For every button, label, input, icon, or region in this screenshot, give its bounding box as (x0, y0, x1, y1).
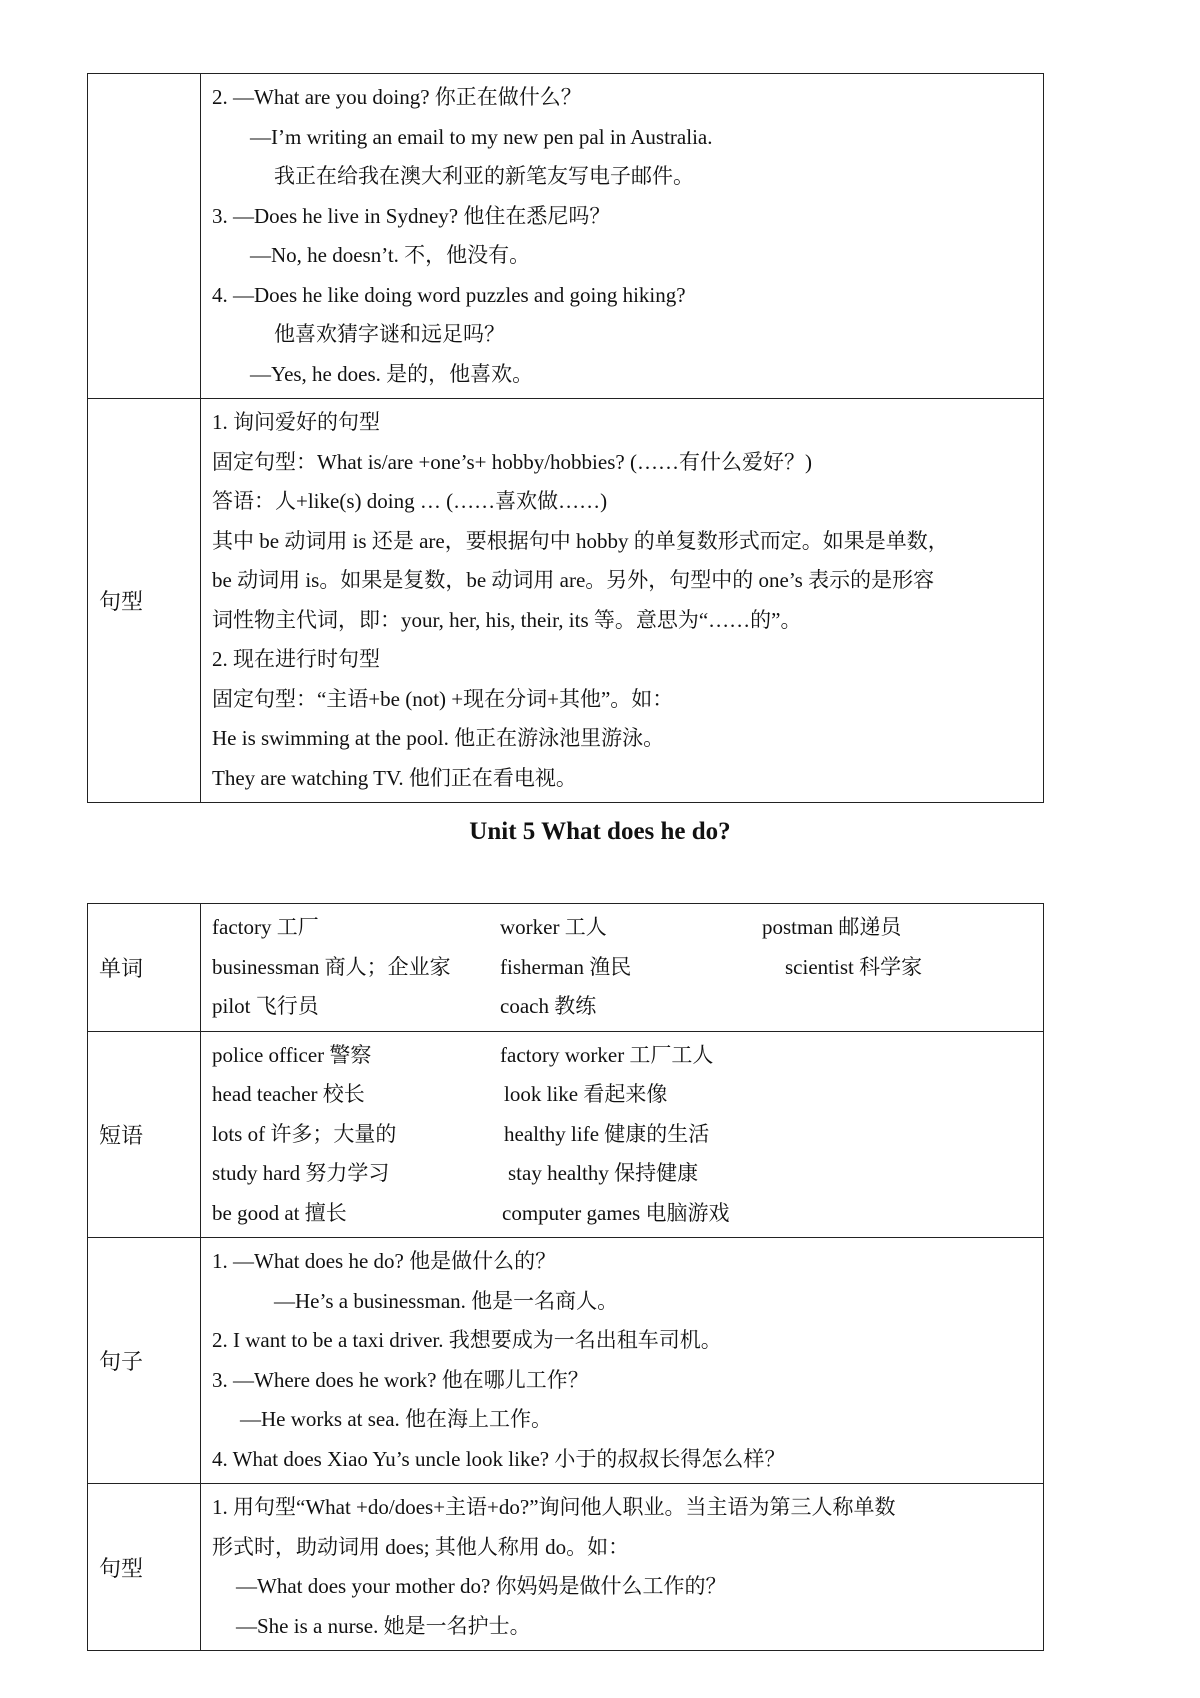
patterns-cell (201, 399, 1044, 803)
sentence-line: 2. I want to be a taxi driver. 我想要成为一名出租车司机。 (212, 1328, 722, 1352)
table-row-sentences (88, 74, 1044, 399)
words-cell (201, 904, 1044, 1032)
word-entry: pilot 飞行员 (212, 994, 319, 1018)
phrase-entry: study hard 努力学习 (212, 1161, 390, 1185)
phrase-row (212, 1036, 1033, 1076)
sentence-line: 4. —Does he like doing word puzzles and going hiking? (212, 282, 686, 307)
pattern-line: be 动词用 is。如果是复数，be 动词用 are。另外，句型中的 one’s 表示的是形容 (212, 568, 935, 592)
table-row-words (88, 904, 1044, 1032)
sentence-line: —He works at sea. 他在海上工作。 (240, 1407, 553, 1431)
unit-title: Unit 5 What does he do? (469, 818, 731, 845)
pattern-line: —She is a nurse. 她是一名护士。 (236, 1613, 531, 1638)
table-row-patterns (88, 1484, 1044, 1651)
row-label: 单词 (88, 904, 201, 1032)
word-row (212, 987, 1033, 1027)
word-entry: factory 工厂 (212, 915, 319, 939)
sentence-line: 1. —What does he do? 他是做什么的？ (212, 1249, 557, 1273)
sentence-line: 3. —Does he live in Sydney? 他住在悉尼吗？ (212, 203, 611, 228)
pattern-line: 固定句型：What is/are +one’s+ hobby/hobbies? (……有什么爱好？) (212, 449, 812, 474)
sentences-cell (201, 1238, 1044, 1484)
pattern-line: 1. 询问爱好的句型 (212, 410, 380, 434)
word-entry: fisherman 渔民 (500, 954, 632, 979)
table-row-phrases (88, 1031, 1044, 1238)
sentence-line: —Yes, he does. 是的，他喜欢。 (250, 361, 534, 386)
row-label: 句型 (88, 399, 201, 803)
phrase-entry: healthy life 健康的生活 (504, 1121, 710, 1146)
word-entry: worker 工人 (500, 915, 607, 939)
row-label-empty (88, 74, 201, 399)
phrase-entry: head teacher 校长 (212, 1082, 365, 1106)
table-row-patterns (88, 399, 1044, 803)
pattern-line: They are watching TV. 他们正在看电视。 (212, 765, 577, 790)
sentence-line: —He’s a businessman. 他是一名商人。 (274, 1288, 619, 1313)
phrase-entry: stay healthy 保持健康 (508, 1161, 699, 1185)
phrase-row (212, 1115, 1033, 1155)
sentence-line: —No, he doesn’t. 不，他没有。 (250, 243, 531, 267)
phrase-entry: computer games 电脑游戏 (502, 1200, 730, 1225)
word-entry: postman 邮递员 (762, 915, 902, 939)
pattern-line: —What does your mother do? 你妈妈是做什么工作的？ (236, 1574, 727, 1598)
sentences-cell (201, 74, 1044, 399)
phrase-entry: look like 看起来像 (504, 1082, 668, 1106)
phrase-row (212, 1154, 1033, 1194)
phrase-row (212, 1194, 1033, 1234)
table-row-sentences (88, 1238, 1044, 1484)
phrase-entry: police officer 警察 (212, 1042, 372, 1067)
sentence-line: 4. What does Xiao Yu’s uncle look like? 小于的叔叔长得怎么样？ (212, 1446, 786, 1471)
patterns-cell (201, 1484, 1044, 1651)
vocab-table-unit4-continued (87, 73, 1044, 803)
word-entry: scientist 科学家 (785, 954, 923, 979)
row-label: 句子 (88, 1238, 201, 1484)
phrase-entry: be good at 擅长 (212, 1200, 347, 1225)
pattern-line: 答语：人+like(s) doing … (……喜欢做……) (212, 489, 608, 513)
pattern-line: 固定句型：“主语+be (not) +现在分词+其他”。如： (212, 686, 674, 711)
sentence-line: 我正在给我在澳大利亚的新笔友写电子邮件。 (274, 164, 694, 188)
vocab-table-unit5 (87, 903, 1044, 1651)
pattern-line: 其中 be 动词用 is 还是 are，要根据句中 hobby 的单复数形式而定。如果是单数， (212, 528, 949, 553)
pattern-line: 词性物主代词，即：your, her, his, their, its 等。意思为“……的”。 (212, 607, 802, 632)
row-label: 短语 (88, 1031, 201, 1238)
row-label: 句型 (88, 1484, 201, 1651)
pattern-line: He is swimming at the pool. 他正在游泳池里游泳。 (212, 726, 665, 750)
word-entry: coach 教练 (500, 994, 597, 1018)
pattern-line: 1. 用句型“What +do/does+主语+do?”询问他人职业。当主语为第三人称单数 (212, 1495, 896, 1519)
word-row (212, 948, 1033, 988)
phrase-row (212, 1075, 1033, 1115)
phrases-cell (201, 1031, 1044, 1238)
sentence-line: 他喜欢猜字谜和远足吗？ (274, 322, 505, 346)
sentence-line: —I’m writing an email to my new pen pal in Australia. (250, 124, 713, 149)
word-row (212, 908, 1033, 948)
phrase-entry: factory worker 工厂工人 (500, 1042, 714, 1067)
sentence-line: 2. —What are you doing? 你正在做什么？ (212, 85, 582, 109)
sentence-line: 3. —Where does he work? 他在哪儿工作？ (212, 1367, 589, 1392)
pattern-line: 形式时，助动词用 does; 其他人称用 do。如： (212, 1534, 630, 1559)
word-entry: businessman 商人；企业家 (212, 954, 451, 979)
pattern-line: 2. 现在进行时句型 (212, 647, 380, 671)
phrase-entry: lots of 许多；大量的 (212, 1121, 397, 1146)
